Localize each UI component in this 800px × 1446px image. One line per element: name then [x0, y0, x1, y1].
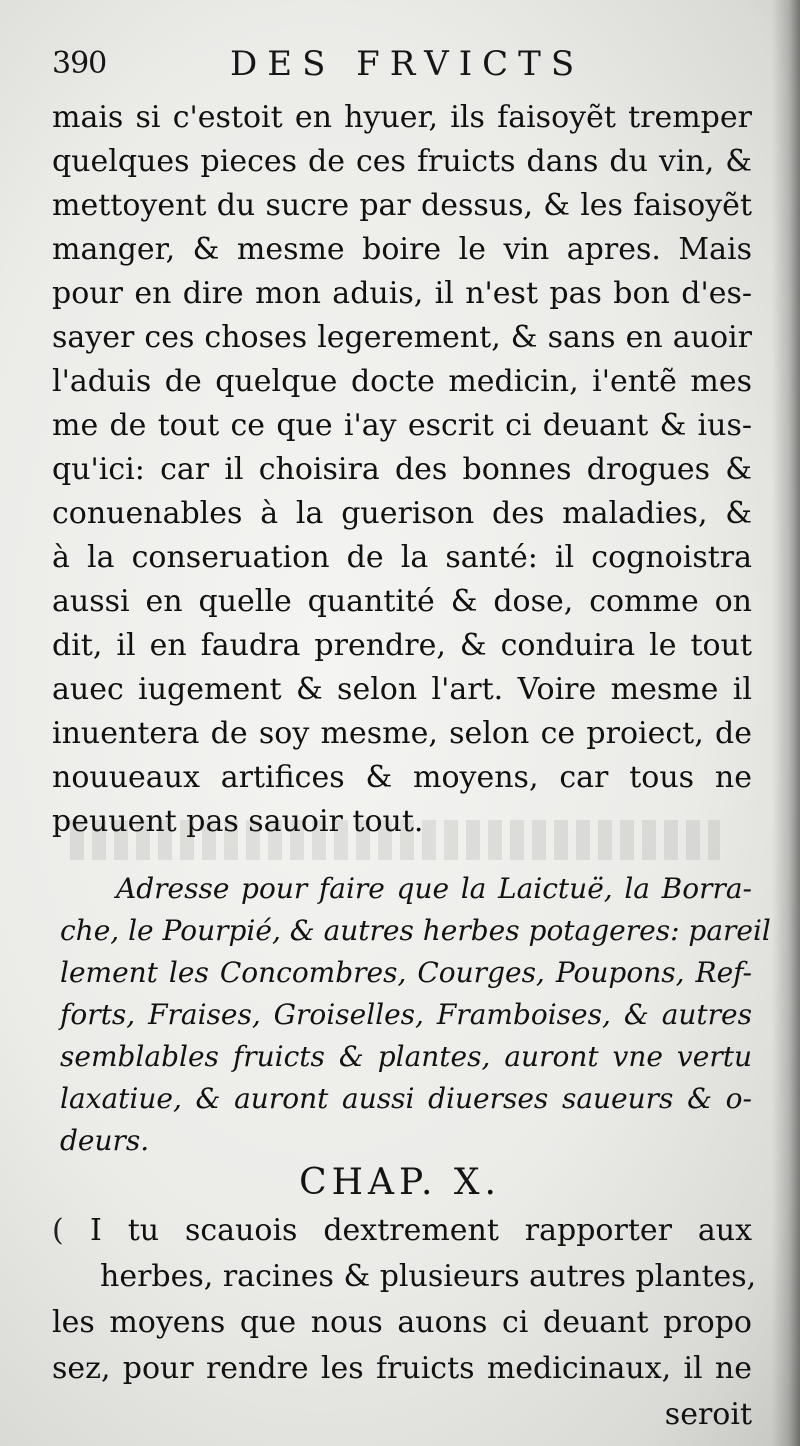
- summary-line: Adresse pour faire que la Laictuë, la Borra-: [116, 872, 752, 905]
- text-line: les moyens que nous auons ci deuant propo: [52, 1305, 752, 1340]
- text-line: conuenables à la guerison des maladies, &: [52, 496, 752, 531]
- page-number: 390: [52, 46, 107, 81]
- text-line: me de tout ce que i'ay escrit ci deuant & ius-: [52, 408, 752, 443]
- text-line: l'aduis de quelque docte medicin, i'entẽ mes: [52, 364, 752, 399]
- text-line: dit, il en faudra prendre, & conduira le tout: [52, 628, 752, 663]
- text-line: quelques pieces de ces fruicts dans du vin, &: [52, 144, 752, 179]
- text-line: peuuent pas sauoir tout.: [52, 804, 424, 839]
- section-summary: [60, 868, 771, 1162]
- text-line: sez, pour rendre les fruicts medicinaux, il ne: [52, 1351, 752, 1386]
- summary-line: forts, Fraises, Groiselles, Framboises, & autres: [60, 998, 752, 1031]
- text-line: I tu scauois dextrement rapporter aux: [90, 1213, 752, 1248]
- catchword: seroit: [664, 1397, 752, 1432]
- body-paragraph: [52, 96, 752, 844]
- text-line: aussi en quelle quantité & dose, comme on: [52, 584, 752, 619]
- summary-line: semblables fruicts & plantes, auront vne vertu: [60, 1040, 752, 1073]
- text-line: auec iugement & selon l'art. Voire mesme il: [52, 672, 752, 707]
- chapter-paragraph: [52, 1208, 757, 1438]
- text-line: pour en dire mon aduis, il n'est pas bon d'es-: [52, 276, 752, 311]
- text-line: à la conseruation de la santé: il cognoistra: [52, 540, 752, 575]
- summary-line: laxatiue, & auront aussi diuerses saueurs & o-: [60, 1082, 752, 1115]
- text-line: qu'ici: car il choisira des bonnes drogues &: [52, 452, 752, 487]
- dropcap-mark: (: [52, 1213, 64, 1248]
- summary-line: che, le Pourpié, & autres herbes potageres: pareil: [60, 914, 771, 947]
- text-line: herbes, racines & plusieurs autres plantes,: [100, 1259, 757, 1294]
- summary-line: lement les Concombres, Courges, Poupons, Ref-: [60, 956, 752, 989]
- page-header: [52, 40, 752, 90]
- text-line: mais si c'estoit en hyuer, ils faisoyẽt tremper: [52, 100, 752, 135]
- text-line: manger, & mesme boire le vin apres. Mais: [52, 232, 752, 267]
- chapter-first-line: [52, 1208, 752, 1254]
- summary-line: deurs.: [60, 1124, 150, 1157]
- running-head: DES FRVICTS: [230, 44, 585, 84]
- chapter-heading: CHAP. X.: [299, 1162, 501, 1203]
- text-line: nouueaux artifices & moyens, car tous ne: [52, 760, 752, 795]
- text-line: mettoyent du sucre par dessus, & les faisoyẽt: [52, 188, 752, 223]
- text-line: inuentera de soy mesme, selon ce proiect, de: [52, 716, 752, 751]
- text-line: sayer ces choses legerement, & sans en auoir: [52, 320, 752, 355]
